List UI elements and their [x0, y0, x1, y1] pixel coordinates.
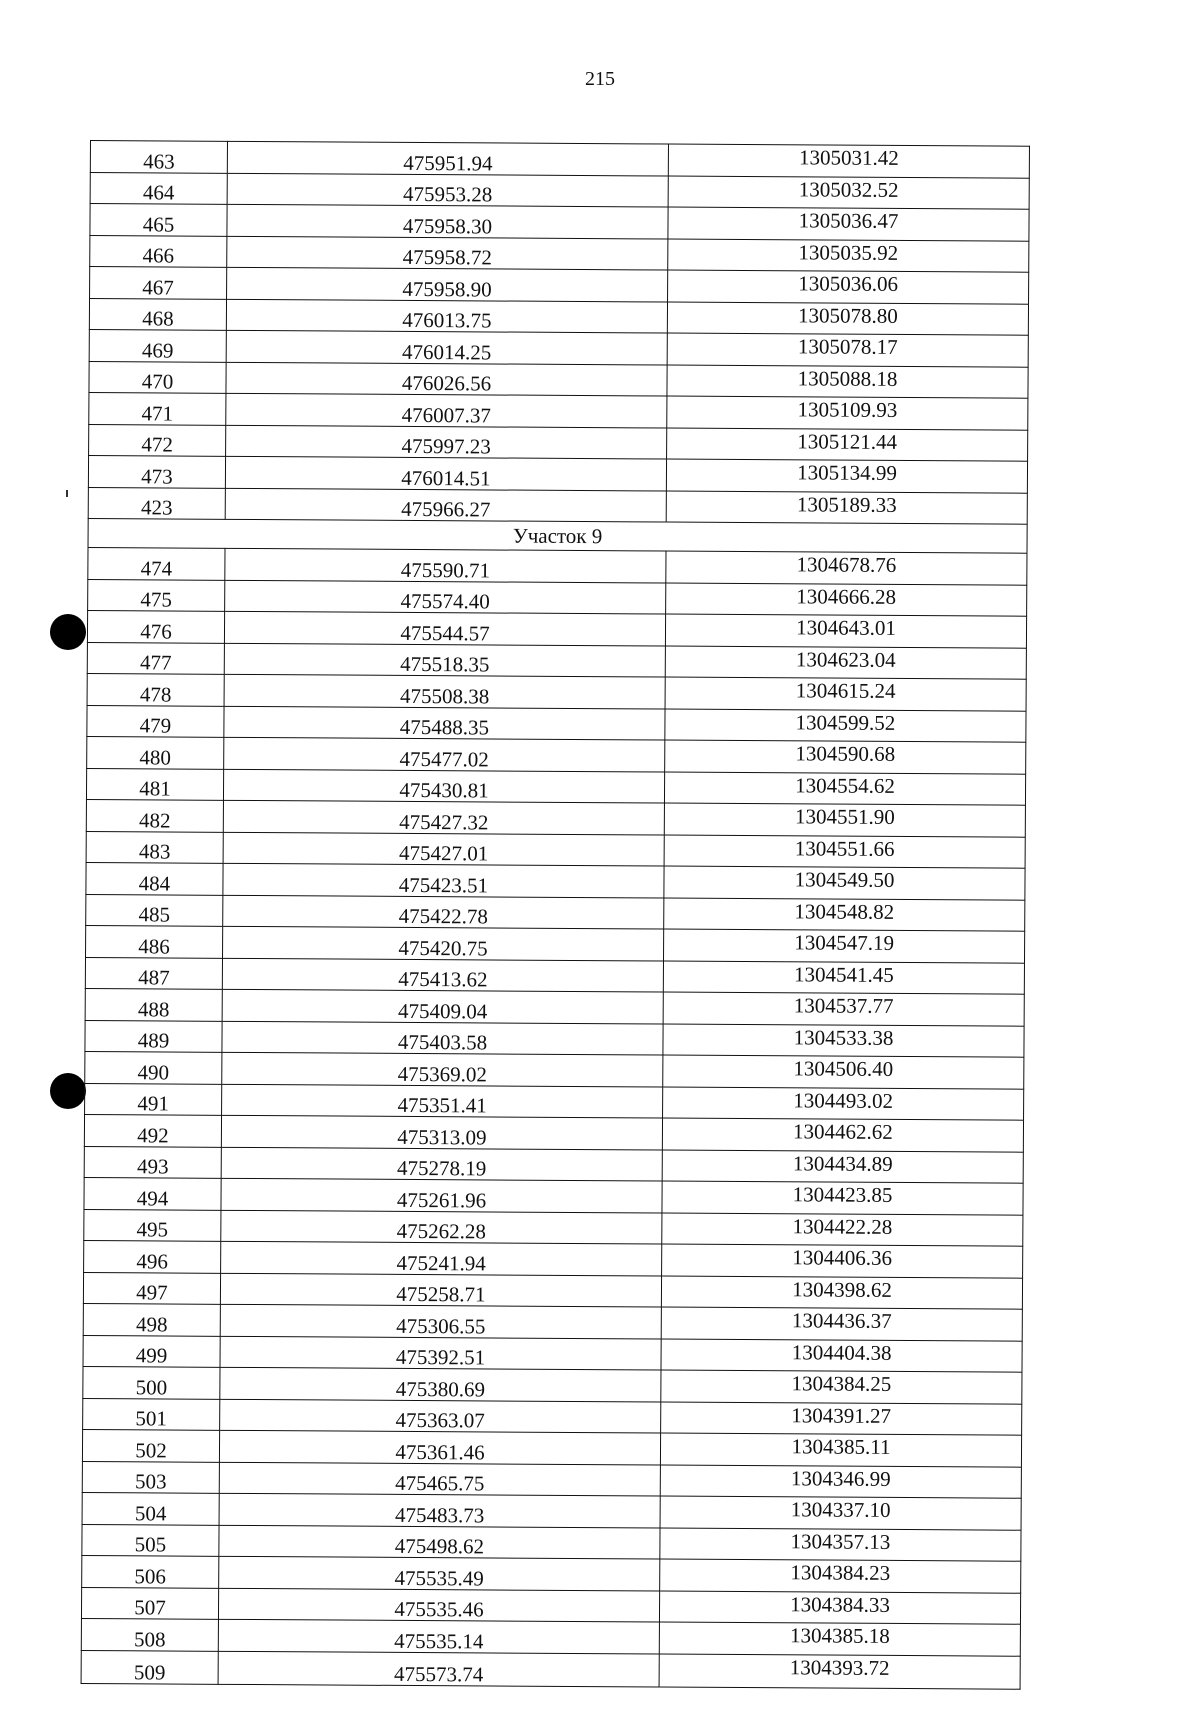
- x-coordinate-cell: 475518.35: [224, 643, 665, 677]
- x-coordinate-cell: 475544.57: [224, 611, 665, 645]
- y-coordinate-cell: 1304623.04: [665, 646, 1026, 680]
- y-coordinate-cell: 1304666.28: [666, 583, 1027, 617]
- point-number-cell: 470: [89, 361, 226, 393]
- x-coordinate-cell: 475951.94: [227, 141, 668, 175]
- point-number-cell: 495: [84, 1209, 221, 1241]
- y-coordinate-cell: 1304462.62: [662, 1118, 1023, 1152]
- y-coordinate-cell: 1304599.52: [665, 709, 1026, 743]
- point-number-cell: 493: [84, 1146, 221, 1178]
- point-number-cell: 499: [83, 1335, 220, 1367]
- y-coordinate-cell: 1304393.72: [659, 1654, 1020, 1689]
- x-coordinate-cell: 476007.37: [226, 393, 667, 427]
- point-number-cell: 480: [87, 736, 224, 768]
- point-number-cell: 508: [81, 1618, 218, 1650]
- y-coordinate-cell: 1305078.17: [667, 333, 1028, 367]
- y-coordinate-cell: 1304406.36: [662, 1244, 1023, 1278]
- x-coordinate-cell: 476014.25: [226, 330, 667, 364]
- point-number-cell: 479: [87, 705, 224, 737]
- point-number-cell: 504: [82, 1492, 219, 1524]
- x-coordinate-cell: 475361.46: [219, 1430, 660, 1464]
- y-coordinate-cell: 1305078.80: [667, 302, 1028, 336]
- y-coordinate-cell: 1305036.06: [668, 270, 1029, 304]
- x-coordinate-cell: 475409.04: [222, 989, 663, 1023]
- table-body-before: [88, 141, 1029, 525]
- point-number-cell: 463: [90, 141, 227, 173]
- y-coordinate-cell: 1304615.24: [665, 677, 1026, 711]
- point-number-cell: 497: [83, 1272, 220, 1304]
- point-number-cell: 507: [81, 1587, 218, 1619]
- point-number-cell: 486: [86, 925, 223, 957]
- x-coordinate-cell: 475477.02: [224, 737, 665, 771]
- point-number-cell: 501: [83, 1398, 220, 1430]
- x-coordinate-cell: 475306.55: [220, 1304, 661, 1338]
- point-number-cell: 481: [86, 768, 223, 800]
- point-number-cell: 502: [82, 1429, 219, 1461]
- point-number-cell: 503: [82, 1461, 219, 1493]
- y-coordinate-cell: 1305031.42: [668, 144, 1029, 178]
- point-number-cell: 475: [88, 579, 225, 611]
- point-number-cell: 464: [90, 172, 227, 204]
- y-coordinate-cell: 1305035.92: [668, 239, 1029, 273]
- y-coordinate-cell: 1304346.99: [660, 1465, 1021, 1499]
- point-number-cell: 471: [89, 392, 226, 424]
- x-coordinate-cell: 475427.32: [223, 800, 664, 834]
- y-coordinate-cell: 1304422.28: [662, 1213, 1023, 1247]
- y-coordinate-cell: 1304337.10: [660, 1496, 1021, 1530]
- x-coordinate-cell: 475508.38: [224, 674, 665, 708]
- y-coordinate-cell: 1304404.38: [661, 1339, 1022, 1373]
- point-number-cell: 483: [86, 831, 223, 863]
- x-coordinate-cell: 476013.75: [226, 299, 667, 333]
- x-coordinate-cell: 475413.62: [222, 958, 663, 992]
- point-number-cell: 469: [89, 329, 226, 361]
- y-coordinate-cell: 1304357.13: [660, 1528, 1021, 1562]
- point-number-cell: 477: [87, 642, 224, 674]
- y-coordinate-cell: 1304548.82: [664, 898, 1025, 932]
- y-coordinate-cell: 1304434.89: [662, 1150, 1023, 1184]
- point-number-cell: 488: [85, 988, 222, 1020]
- y-coordinate-cell: 1305036.47: [668, 207, 1029, 241]
- y-coordinate-cell: 1304506.40: [663, 1055, 1024, 1089]
- point-number-cell: 500: [83, 1366, 220, 1398]
- point-number-cell: 466: [90, 235, 227, 267]
- x-coordinate-cell: 475403.58: [222, 1021, 663, 1055]
- x-coordinate-cell: 475369.02: [222, 1052, 663, 1086]
- point-number-cell: 484: [86, 862, 223, 894]
- page-number: 215: [585, 68, 615, 90]
- x-coordinate-cell: 475258.71: [220, 1273, 661, 1307]
- x-coordinate-cell: 475261.96: [221, 1178, 662, 1212]
- y-coordinate-cell: 1304551.66: [664, 835, 1025, 869]
- x-coordinate-cell: 476014.51: [225, 456, 666, 490]
- point-number-cell: 485: [86, 894, 223, 926]
- point-number-cell: 476: [87, 610, 224, 642]
- y-coordinate-cell: 1304549.50: [664, 866, 1025, 900]
- x-coordinate-cell: 475392.51: [220, 1336, 661, 1370]
- y-coordinate-cell: 1304533.38: [663, 1024, 1024, 1058]
- x-coordinate-cell: 475535.49: [219, 1556, 660, 1590]
- point-number-cell: 506: [82, 1555, 219, 1587]
- x-coordinate-cell: 475573.74: [218, 1651, 659, 1687]
- y-coordinate-cell: 1304436.37: [661, 1307, 1022, 1341]
- point-number-cell: 472: [89, 424, 226, 456]
- y-coordinate-cell: 1305032.52: [668, 176, 1029, 210]
- punch-hole-bottom: [50, 1073, 86, 1109]
- x-coordinate-cell: 475590.71: [225, 548, 666, 582]
- x-coordinate-cell: 475423.51: [223, 863, 664, 897]
- y-coordinate-cell: 1305109.93: [667, 396, 1028, 430]
- y-coordinate-cell: 1304384.33: [659, 1591, 1020, 1625]
- x-coordinate-cell: 475313.09: [221, 1115, 662, 1149]
- table-body-after: [81, 547, 1027, 1688]
- y-coordinate-cell: 1304384.23: [660, 1559, 1021, 1593]
- point-number-cell: 490: [85, 1051, 222, 1083]
- y-coordinate-cell: 1304391.27: [661, 1402, 1022, 1436]
- y-coordinate-cell: 1304385.18: [659, 1622, 1020, 1656]
- x-coordinate-cell: 475241.94: [221, 1241, 662, 1275]
- point-number-cell: 473: [88, 455, 225, 487]
- y-coordinate-cell: 1305134.99: [666, 459, 1027, 493]
- point-number-cell: 478: [87, 673, 224, 705]
- y-coordinate-cell: 1304678.76: [666, 551, 1027, 585]
- x-coordinate-cell: 475351.41: [222, 1084, 663, 1118]
- y-coordinate-cell: 1305189.33: [666, 491, 1027, 525]
- point-number-cell: 498: [83, 1303, 220, 1335]
- x-coordinate-cell: 475420.75: [223, 926, 664, 960]
- point-number-cell: 465: [90, 204, 227, 236]
- x-coordinate-cell: 476026.56: [226, 362, 667, 396]
- point-number-cell: 509: [81, 1650, 218, 1684]
- y-coordinate-cell: 1304547.19: [663, 929, 1024, 963]
- x-coordinate-cell: 475427.01: [223, 832, 664, 866]
- table-row: [81, 1650, 1020, 1689]
- point-number-cell: 467: [90, 267, 227, 299]
- x-coordinate-cell: 475953.28: [227, 173, 668, 207]
- x-coordinate-cell: 475483.73: [219, 1493, 660, 1527]
- coordinates-table: [81, 140, 1030, 1689]
- point-number-cell: 482: [86, 799, 223, 831]
- y-coordinate-cell: 1304384.25: [661, 1370, 1022, 1404]
- x-coordinate-cell: 475363.07: [220, 1399, 661, 1433]
- x-coordinate-cell: 475958.72: [227, 236, 668, 270]
- y-coordinate-cell: 1304541.45: [663, 961, 1024, 995]
- x-coordinate-cell: 475380.69: [220, 1367, 661, 1401]
- y-coordinate-cell: 1304423.85: [662, 1181, 1023, 1215]
- point-number-cell: 494: [84, 1177, 221, 1209]
- x-coordinate-cell: 475958.90: [227, 267, 668, 301]
- point-number-cell: 468: [89, 298, 226, 330]
- point-number-cell: 489: [85, 1020, 222, 1052]
- x-coordinate-cell: 475997.23: [226, 425, 667, 459]
- x-coordinate-cell: 475498.62: [219, 1525, 660, 1559]
- point-number-cell: 474: [88, 547, 225, 579]
- punch-hole-top: [50, 614, 86, 650]
- x-coordinate-cell: 475262.28: [221, 1210, 662, 1244]
- x-coordinate-cell: 475278.19: [221, 1147, 662, 1181]
- x-coordinate-cell: 475535.14: [218, 1619, 659, 1653]
- x-coordinate-cell: 475966.27: [225, 488, 666, 522]
- point-number-cell: 496: [84, 1240, 221, 1272]
- x-coordinate-cell: 475535.46: [218, 1588, 659, 1622]
- x-coordinate-cell: 475574.40: [225, 580, 666, 614]
- y-coordinate-cell: 1304643.01: [665, 614, 1026, 648]
- point-number-cell: 491: [85, 1083, 222, 1115]
- y-coordinate-cell: 1304590.68: [665, 740, 1026, 774]
- x-coordinate-cell: 475488.35: [224, 706, 665, 740]
- point-number-cell: 505: [82, 1524, 219, 1556]
- x-coordinate-cell: 475958.30: [227, 204, 668, 238]
- point-number-cell: 487: [85, 957, 222, 989]
- y-coordinate-cell: 1305088.18: [667, 365, 1028, 399]
- y-coordinate-cell: 1304398.62: [661, 1276, 1022, 1310]
- y-coordinate-cell: 1305121.44: [667, 428, 1028, 462]
- y-coordinate-cell: 1304537.77: [663, 992, 1024, 1026]
- y-coordinate-cell: 1304493.02: [663, 1087, 1024, 1121]
- point-number-cell: 492: [84, 1114, 221, 1146]
- y-coordinate-cell: 1304551.90: [664, 803, 1025, 837]
- x-coordinate-cell: 475465.75: [219, 1462, 660, 1496]
- x-coordinate-cell: 475430.81: [223, 769, 664, 803]
- scan-mark: [66, 490, 68, 497]
- point-number-cell: 423: [88, 487, 225, 519]
- y-coordinate-cell: 1304554.62: [664, 772, 1025, 806]
- x-coordinate-cell: 475422.78: [223, 895, 664, 929]
- section-title: Участок 9: [88, 518, 1027, 553]
- y-coordinate-cell: 1304385.11: [660, 1433, 1021, 1467]
